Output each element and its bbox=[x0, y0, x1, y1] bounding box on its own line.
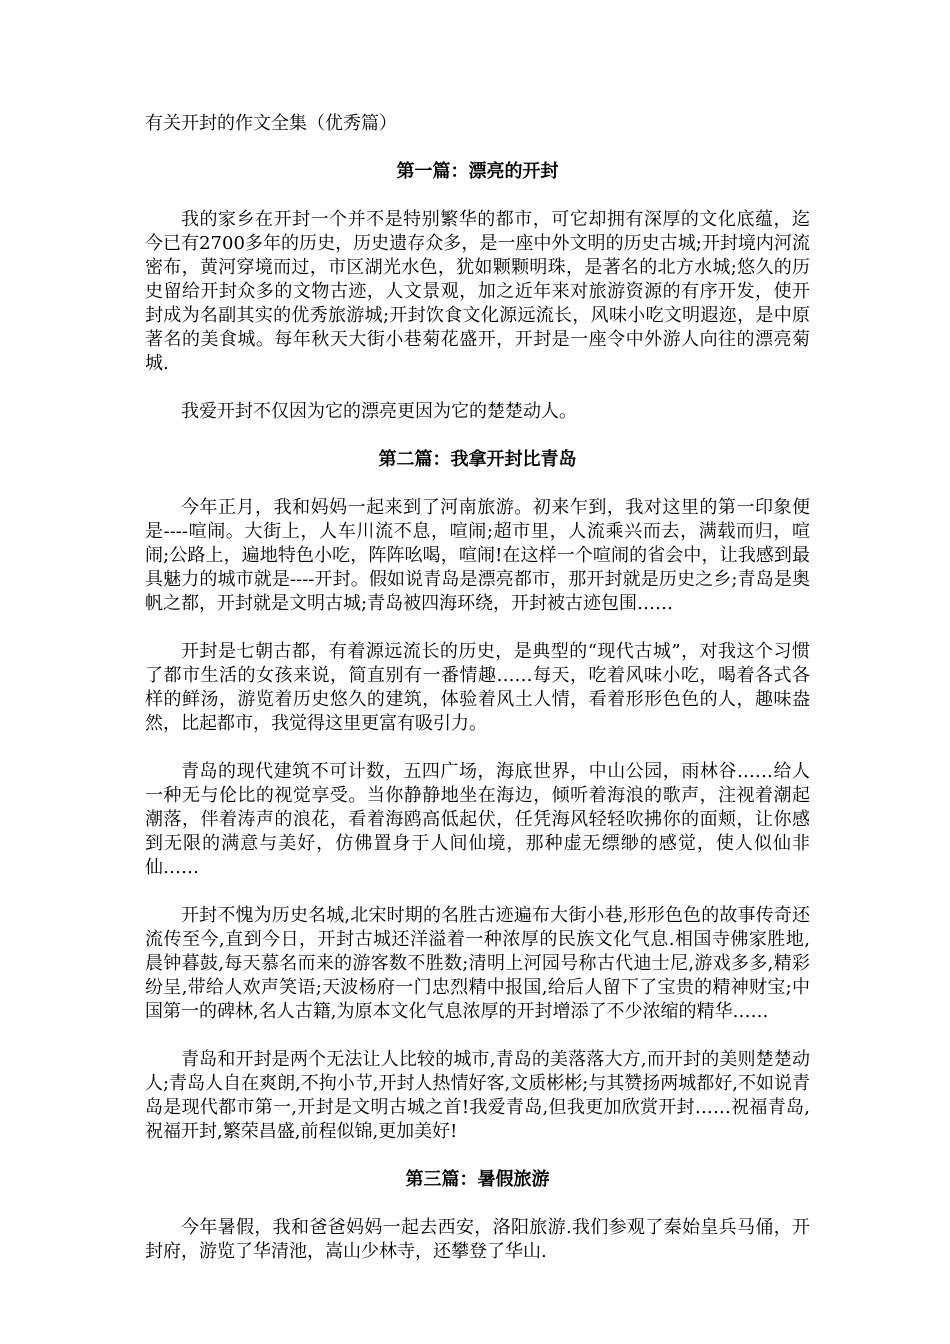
section-2 bbox=[145, 448, 810, 1144]
paragraph: 青岛和开封是两个无法让人比较的城市,青岛的美落落大方,而开封的美则楚楚动人;青岛人自在爽朗,不拘小节,开封人热情好客,文质彬彬;与其赞扬两城都好,不如说青岛是现代都市第一,开封是文明古城之首!我爱青岛,但我更加欣赏开封……祝福青岛,祝福开封,繁荣昌盛,前程似锦,更加美好! bbox=[145, 1049, 811, 1142]
section-3 bbox=[145, 1168, 810, 1264]
paragraph: 今年正月，我和妈妈一起来到了河南旅游。初来乍到，我对这里的第一印象便是----喧闹。大街上，人车川流不息，喧闹;超市里，人流乘兴而去，满载而归，喧闹;公路上，遍地特色小吃，阵阵吆喝，喧闹!在这样一个喧闹的省会中，让我感到最具魅力的城市就是----开封。假如说青岛是漂亮都市，那开封就是历史之乡;青岛是奥帆之都，开封就是文明古城;青岛被四海环绕，开封被古迹包围…… bbox=[145, 497, 810, 614]
paragraph: 我的家乡在开封一个并不是特别繁华的都市，可它却拥有深厚的文化底蕴，迄今已有2700多年的历史，历史遗存众多，是一座中外文明的历史古城;开封境内河流密布，黄河穿境而过，市区湖光水色，犹如颗颗明珠，是著名的北方水城;悠久的历史留给开封众多的文物古迹，人文景观，加之近年来对旅游资源的有序开发，使开封成为名副其实的优秀旅游城;开封饮食文化源远流长，风味小吃文明遐迩，是中原著名的美食城。每年秋天大街小巷菊花盛开，开封是一座令中外游人向往的漂亮菊城. bbox=[145, 209, 810, 374]
section-heading: 第三篇：暑假旅游 bbox=[405, 1169, 550, 1190]
paragraph: 开封不愧为历史名城,北宋时期的名胜古迹遍布大街小巷,形形色色的故事传奇还流传至今,直到今日，开封古城还洋溢着一种浓厚的民族文化气息.相国寺佛家胜地,晨钟暮鼓,每天慕名而来的游客数不胜数;清明上河园号称古代迪士尼,游戏多多,精彩纷呈,带给人欢声笑语;天波杨府一门忠烈精中报国,给后人留下了宝贵的精神财宝;中国第一的碑林,名人古籍,为原本文化气息浓厚的开封增添了不少浓缩的精华…… bbox=[145, 905, 810, 1022]
paragraph: 青岛的现代建筑不可计数，五四广场，海底世界，中山公园，雨林谷……给人一种无与伦比的视觉享受。当你静静地坐在海边，倾听着海浪的歌声，注视着潮起潮落，伴着涛声的浪花，看着海鸥高低起伏，任凭海风轻轻吹拂你的面颊，让你感到无限的满意与美好，仿佛置身于人间仙境，那种虚无缥缈的感觉，使人似仙非仙…… bbox=[145, 761, 810, 878]
paragraph: 开封是七朝古都，有着源远流长的历史，是典型的“现代古城”，对我这个习惯了都市生活的女孩来说，简直别有一番情趣……每天，吃着风味小吃，喝着各式各样的鲜汤，游览着历史悠久的建筑，体验着风土人情，看着形形色色的人，趣味盎然，比起都市，我觉得这里更富有吸引力。 bbox=[145, 641, 810, 734]
document-title: 有关开封的作文全集（优秀篇） bbox=[145, 113, 397, 134]
paragraph: 今年暑假，我和爸爸妈妈一起去西安，洛阳旅游.我们参观了秦始皇兵马俑，开封府，游览了华清池，嵩山少林寺，还攀登了华山. bbox=[145, 1217, 810, 1262]
document-page bbox=[145, 112, 810, 1288]
section-heading: 第二篇：我拿开封比青岛 bbox=[378, 449, 577, 470]
section-heading: 第一篇：漂亮的开封 bbox=[396, 161, 559, 182]
section-1 bbox=[145, 160, 810, 424]
paragraph: 我爱开封不仅因为它的漂亮更因为它的楚楚动人。 bbox=[181, 401, 577, 422]
